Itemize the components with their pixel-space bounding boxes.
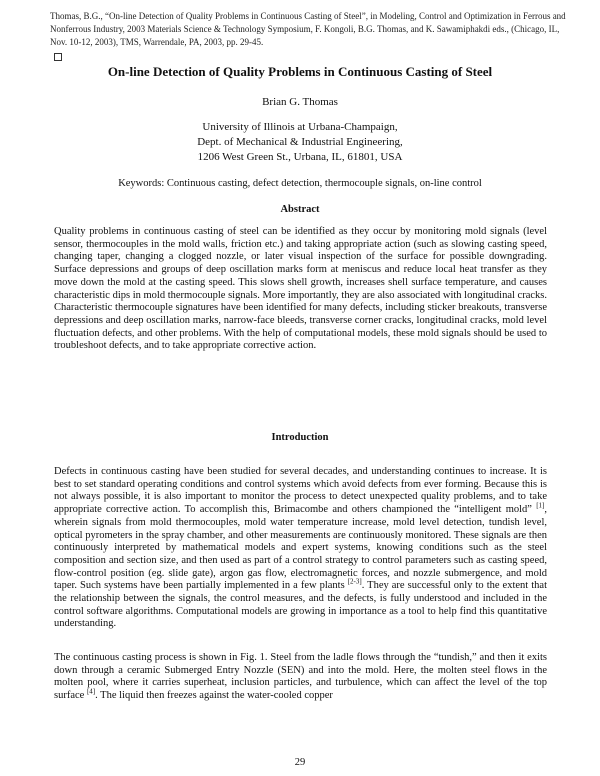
citation-ref: [1] <box>536 501 545 510</box>
page-number: 29 <box>294 757 306 768</box>
abstract-text: Quality problems in continuous casting of steel can be identified as they occur by monitoring mold signals (level sensor, thermocouples in the mold walls, friction etc.) and taking appropriate action (such as slowing casting speed, changing taper, changing a clogged nozzle, or later visual inspection of the surface for possible downgrading. Surface depressions and groups of deep oscillation marks form at meniscus and reduce local heat transfer as they move down the mold at the casting speed. This slows shell growth, increases shell surface temperature, and causes characteristic dips in mold thermocouple signals. More importantly, they are also associated with longitudinal cracks. Characteristic thermocouple signatures have been identified for many defects, including sticker breakouts, transverse depressions and deep oscillation marks, narrow-face bleeds, transverse corner cracks, longitudinal cracks, mold level fluctuation defects, and other problems. With the help of computational models, these mold signals should be used to troubleshoot defects, and to take appropriate corrective action. <box>54 226 547 352</box>
citation-ref: [4] <box>86 687 96 696</box>
paper-title: On-line Detection of Quality Problems in Continuous Casting of Steel <box>107 64 493 79</box>
text-run: Defects in continuous casting have been studied for several decades, and understanding continues to increase. It is best to set standard operating conditions and control systems which avoid defects from ever forming. Because this is not always possible, it is also important to monitor the process to detect unexpected quality problems, and to take appropriate corrective action. To accomplish this, Brimacombe and others championed the “intelligent mold” <box>54 466 547 516</box>
keywords: Keywords: Continuous casting, defect detection, thermocouple signals, on-line control <box>118 178 482 189</box>
abstract-heading: Abstract <box>280 204 320 215</box>
citation-ref: [2-3] <box>347 577 362 586</box>
text-run: . The liquid then freezes against the water-cooled copper <box>95 690 333 702</box>
author-name: Brian G. Thomas <box>262 96 338 108</box>
introduction-paragraph-2 <box>54 652 547 703</box>
affiliation-line: 1206 West Green St., Urbana, IL, 61801, USA <box>197 151 403 163</box>
introduction-paragraph-1 <box>54 466 547 631</box>
affiliation-line: University of Illinois at Urbana-Champaign, <box>202 121 398 133</box>
affiliation <box>40 120 560 165</box>
checkbox-icon <box>54 53 62 61</box>
introduction-heading: Introduction <box>271 432 329 443</box>
text-run: The continuous casting process is shown in Fig. 1. Steel from the ladle flows through the “tundish,” and then it exits down through a ceramic Submerged Entry Nozzle (SEN) and into the mold. Here, the molten steel flows in the molten pool, where it carries superheat, inclusion particles, and turbulence, which can affect the level of the top surface <box>54 652 547 702</box>
text-run: . They are successful only to the extent that the relationship between the signals, the control measures, and the defects, is fully understood and included in the control software algorithms. Computational models are growing in importance as a tool to help find this quantitative understanding. <box>54 580 547 630</box>
citation-header: Thomas, B.G., “On-line Detection of Quality Problems in Continuous Casting of Steel”, in Modeling, Control and Optimization in Ferrous and Nonferrous Industry, 2003 Materials Science & Technology Symposium, F. Kongoli, B.G. Thomas, and K. Sawamiphakdi eds., (Chicago, IL, Nov. 10-12, 2003), TMS, Warrendale, PA, 2003, pp. 29-45. <box>50 11 566 47</box>
affiliation-line: Dept. of Mechanical & Industrial Engineering, <box>197 136 403 148</box>
text-run: , wherein signals from mold thermocouples, mold water temperature increase, mold level detection, tundish level, optical pyrometers in the spray chamber, and other measurements are continuously monitored. These signals are then continuously interpreted by mathematical models and expert systems, knowing conditions such as the steel composition and section size, and then used as part of a control strategy to control parameters such as casting speed, flow-control position (eg. slide gate), argon gas flow, electromagnetic forces, and nozzle submergence, and mold taper. Such systems have been partially implemented in a few plants <box>54 504 547 592</box>
